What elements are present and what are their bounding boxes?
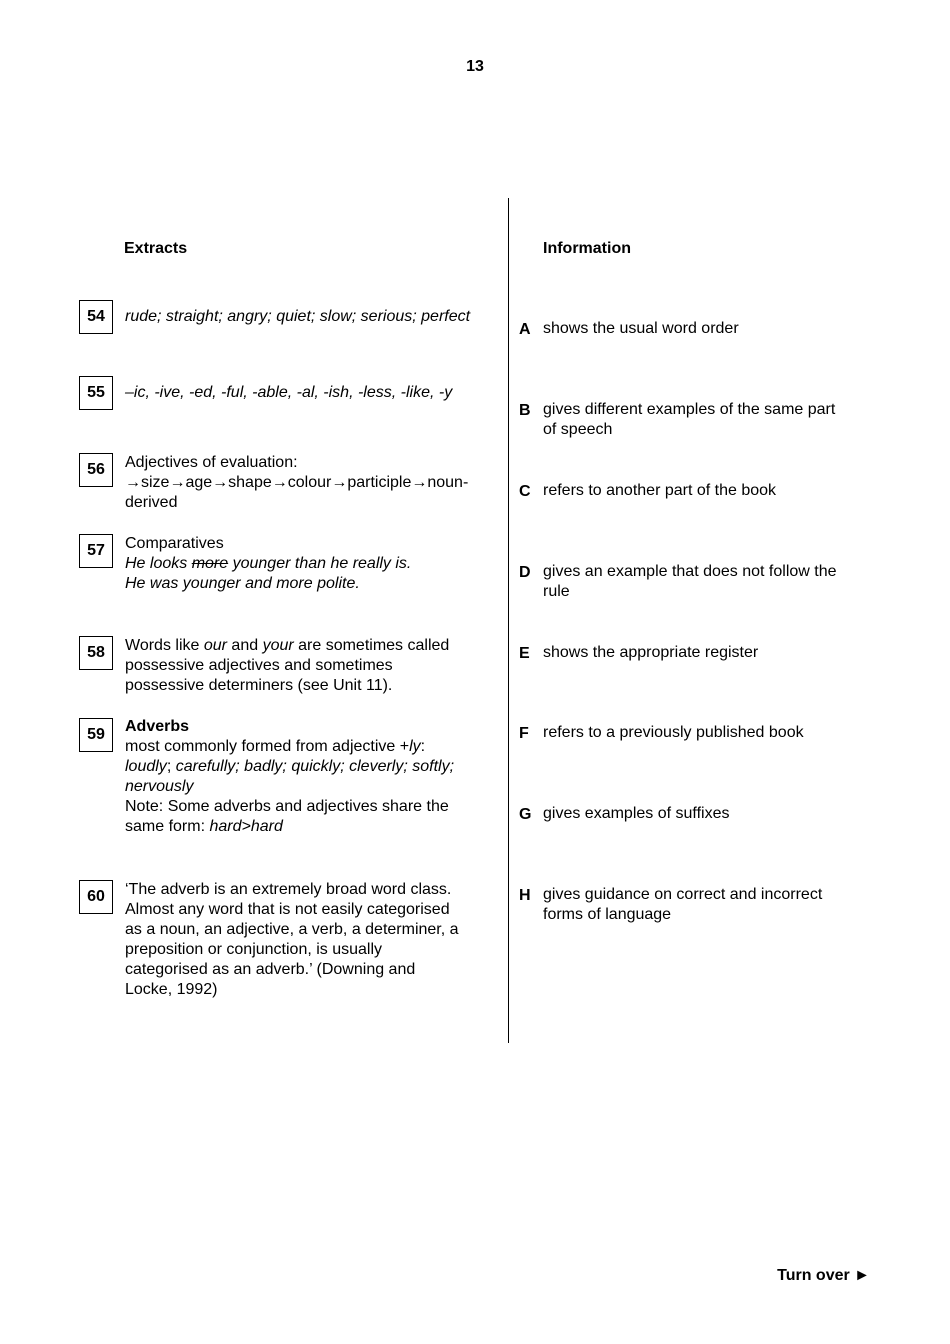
extract-text <box>125 534 505 594</box>
question-number-box: 59 <box>79 718 113 752</box>
extracts-heading: Extracts <box>124 240 188 257</box>
extract-fragment: younger than he really is. <box>228 555 412 572</box>
option-line: of speech <box>543 421 613 438</box>
option-line: shows the appropriate register <box>543 644 759 661</box>
extract-line <box>125 737 505 757</box>
extract-text <box>125 717 505 837</box>
option-text <box>543 804 878 824</box>
extract-fragment: same form: <box>125 818 210 835</box>
option-text <box>543 723 878 743</box>
extract-line: Note: Some adverbs and adjectives share the <box>125 798 449 815</box>
question-number-box: 60 <box>79 880 113 914</box>
extract-text <box>125 453 505 513</box>
extract-line: as a noun, an adjective, a verb, a determiner, a <box>125 921 459 938</box>
question-number-box: 54 <box>79 300 113 334</box>
option-text <box>543 481 878 501</box>
option-line: shows the usual word order <box>543 320 739 337</box>
extract-text <box>125 636 505 696</box>
question-number-box: 55 <box>79 376 113 410</box>
extract-fragment: Words like <box>125 637 204 654</box>
question-number-box: 56 <box>79 453 113 487</box>
option-line: gives an example that does not follow the <box>543 563 837 580</box>
option-line: refers to another part of the book <box>543 482 777 499</box>
extract-fragment: most commonly formed from adjective + <box>125 738 410 755</box>
extract-fragment: and <box>226 637 263 654</box>
extract-fragment: carefully; badly; quickly; cleverly; softly; <box>171 758 455 775</box>
extract-line: possessive determiners (see Unit 11). <box>125 677 393 694</box>
struck-word: more <box>191 555 229 572</box>
extract-fragment: : <box>420 738 426 755</box>
option-line: gives guidance on correct and incorrect <box>543 886 823 903</box>
option-text <box>543 400 878 440</box>
option-letter: A <box>519 321 531 338</box>
column-divider <box>508 198 509 1043</box>
extract-word: your <box>262 637 294 654</box>
extract-fragment: ; <box>166 758 172 775</box>
option-letter: G <box>519 806 532 823</box>
extract-line <box>125 817 505 837</box>
extract-text: rude; straight; angry; quiet; slow; serious; perfect <box>125 308 471 325</box>
extract-line <box>125 757 505 777</box>
option-letter: F <box>519 725 529 742</box>
extract-fragment: are sometimes called <box>293 637 450 654</box>
option-letter: B <box>519 402 531 419</box>
option-line: rule <box>543 583 570 600</box>
extract-line: possessive adjectives and sometimes <box>125 657 393 674</box>
option-letter: H <box>519 887 531 904</box>
extract-line: Almost any word that is not easily categorised <box>125 901 450 918</box>
extract-fragment: He looks <box>125 555 192 572</box>
extract-word: ly <box>409 738 421 755</box>
option-letter: E <box>519 645 530 662</box>
extract-title: Comparatives <box>125 535 224 552</box>
option-line: gives examples of suffixes <box>543 805 730 822</box>
extract-text: –ic, -ive, -ed, -ful, -able, -al, -ish, -less, -like, -y <box>125 384 453 401</box>
option-line: forms of language <box>543 906 672 923</box>
extract-line: ‘The adverb is an extremely broad word class. <box>125 881 452 898</box>
option-text <box>543 319 878 339</box>
option-letter: D <box>519 564 531 581</box>
extract-line: nervously <box>125 778 194 795</box>
question-number-box: 58 <box>79 636 113 670</box>
information-heading: Information <box>543 240 631 257</box>
extract-line: Locke, 1992) <box>125 981 218 998</box>
option-line: gives different examples of the same part <box>543 401 836 418</box>
extract-text <box>125 880 505 1000</box>
extract-word: hard>hard <box>209 818 283 835</box>
extract-line <box>125 636 505 656</box>
option-text <box>543 643 878 663</box>
option-text <box>543 885 878 925</box>
extract-line: derived <box>125 494 178 511</box>
extract-line: Adjectives of evaluation: <box>125 454 298 471</box>
extract-word: our <box>203 637 227 654</box>
option-letter: C <box>519 483 531 500</box>
option-text <box>543 562 878 602</box>
extract-word: loudly <box>125 758 167 775</box>
turn-over-label: Turn over ► <box>777 1267 870 1284</box>
extract-line <box>125 554 505 574</box>
question-number-box: 57 <box>79 534 113 568</box>
extract-title: Adverbs <box>125 718 190 735</box>
option-line: refers to a previously published book <box>543 724 804 741</box>
page-number: 13 <box>466 58 484 75</box>
extract-line: →size→age→shape→colour→participle→noun- <box>125 474 469 491</box>
extract-line: preposition or conjunction, is usually <box>125 941 383 958</box>
extract-line: He was younger and more polite. <box>125 575 360 592</box>
extract-line: categorised as an adverb.’ (Downing and <box>125 961 416 978</box>
